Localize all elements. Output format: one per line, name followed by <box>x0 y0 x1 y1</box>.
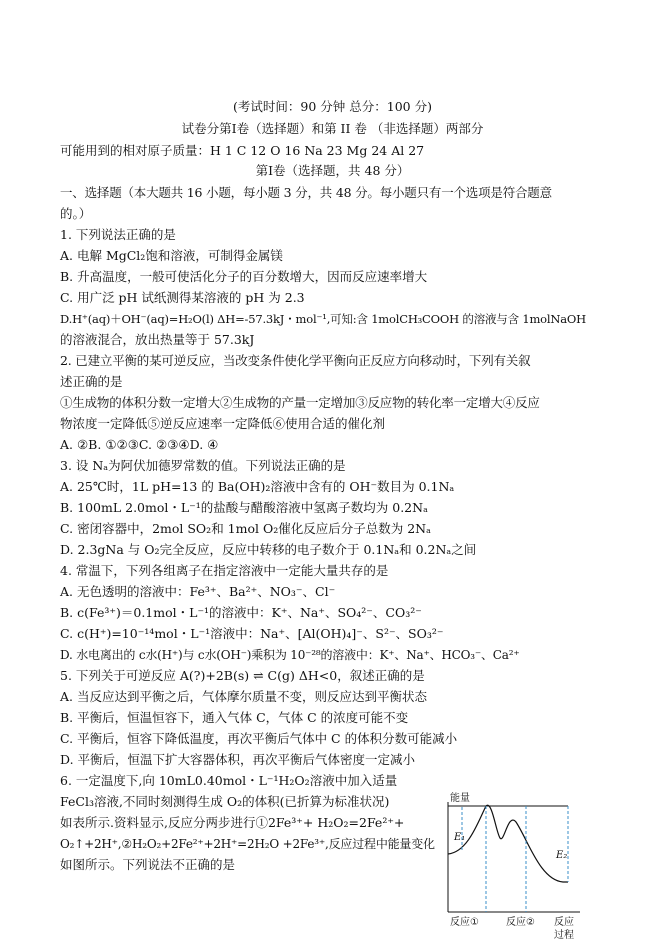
q4-option-a: A. 无色透明的溶液中：Fe³⁺、Ba²⁺、NO₃⁻、Cl⁻ <box>60 584 336 599</box>
q6-stem-line3: 如表所示.资料显示,反应分两步进行①2Fe³⁺+ H₂O₂=2Fe²⁺+ <box>60 815 405 830</box>
q1-option-b: B. 升高温度，一般可使活化分子的百分数增大，因而反应速率增大 <box>60 269 428 284</box>
paper-structure: 试卷分第Ⅰ卷（选择题）和第 II 卷 （非选择题）两部分 <box>181 121 484 136</box>
q5-option-b: B. 平衡后，恒温恒容下，通入气体 C，气体 C 的浓度可能不变 <box>60 710 409 725</box>
q3-option-d: D. 2.3gNa 与 O₂完全反应，反应中转移的电子数介于 0.1Nₐ和 0.2Nₐ之间 <box>60 542 477 557</box>
q3-option-b: B. 100mL 2.0mol・L⁻¹的盐酸与醋酸溶液中氢离子数均为 0.2Nₐ <box>60 500 428 515</box>
energy-diagram <box>428 792 588 942</box>
e2-label: E₂ <box>556 850 568 861</box>
q1-option-a: A. 电解 MgCl₂饱和溶液，可制得金属镁 <box>60 248 283 263</box>
q6-stem-line5: 如图所示。下列说法不正确的是 <box>60 857 236 872</box>
energy-diagram-svg <box>428 792 588 942</box>
q4-option-d: D. 水电离出的 c水(H⁺)与 c水(OH⁻)乘积为 10⁻²⁸的溶液中：K⁺、Na⁺、HCO₃⁻、Ca²⁺ <box>60 648 520 662</box>
y-axis-label: 能量 <box>450 793 470 804</box>
q5-option-c: C. 平衡后，恒容下降低温度，再次平衡后气体中 C 的体积分数可能减小 <box>60 731 458 746</box>
q2-items: ①生成物的体积分数一定增大②生成物的产量一定增加③反应物的转化率一定增大④反应 <box>60 395 540 410</box>
x-axis-label-line2: 过程 <box>554 930 574 941</box>
q3-stem: 3. 设 Nₐ为阿伏加德罗常数的值。下列说法正确的是 <box>60 458 346 473</box>
q3-option-c: C. 密闭容器中，2mol SO₂和 1mol O₂催化反应后分子总数为 2Nₐ <box>60 521 431 536</box>
q3-option-a: A. 25℃时，1L pH=13 的 Ba(OH)₂溶液中含有的 OH⁻数目为 0.1Nₐ <box>60 479 455 494</box>
section-heading-cont: 的。） <box>60 206 92 221</box>
q6-stem: 6. 一定温度下,向 10mL0.40mol・L⁻¹H₂O₂溶液中加入适量 <box>60 773 398 788</box>
step2-label: 反应② <box>506 917 535 928</box>
exam-info: (考试时间：90 分钟 总分：100 分) <box>233 99 432 114</box>
q4-stem: 4. 常温下，下列各组离子在指定溶液中一定能大量共存的是 <box>60 563 389 578</box>
q4-option-b: B. c(Fe³⁺)＝0.1mol・L⁻¹的溶液中：K⁺、Na⁺、SO₄²⁻、CO₃²⁻ <box>60 605 422 620</box>
atomic-masses: 可能用到的相对原子质量：H 1 C 12 O 16 Na 23 Mg 24 Al 27 <box>60 143 425 158</box>
section-heading: 一、选择题（本大题共 16 小题，每小题 3 分，共 48 分。每小题只有一个选项是符合题意 <box>60 185 552 200</box>
q1-option-c: C. 用广泛 pH 试纸测得某溶液的 pH 为 2.3 <box>60 290 305 305</box>
q4-option-c: C. c(H⁺)=10⁻¹⁴mol・L⁻¹溶液中：Na⁺、[Al(OH)₄]⁻、S²⁻、SO₃²⁻ <box>60 626 444 641</box>
e1-label: E₁ <box>454 832 466 843</box>
q1-option-d: D.H⁺(aq)＋OH⁻(aq)=H₂O(l) ΔH=-57.3kJ・mol⁻¹,可知:含 1molCH₃COOH 的溶液与含 1molNaOH <box>60 312 586 326</box>
q5-option-d: D. 平衡后，恒温下扩大容器体积，再次平衡后气体密度一定减小 <box>60 752 416 767</box>
x-axis-label-line1: 反应 <box>554 917 574 928</box>
q2-options: A. ②B. ①②③C. ②③④D. ④ <box>60 437 219 452</box>
q5-option-a: A. 当反应达到平衡之后，气体摩尔质量不变，则反应达到平衡状态 <box>60 689 427 704</box>
step1-label: 反应① <box>450 917 479 928</box>
q6-stem-line2: FeCl₃溶液,不同时刻测得生成 O₂的体积(已折算为标准状况) <box>60 794 390 809</box>
q5-stem: 5. 下列关于可逆反应 A(?)+2B(s) ⇌ C(g) ΔH<0，叙述正确的是 <box>60 668 425 683</box>
q6-stem-line4: O₂↑+2H⁺,②H₂O₂+2Fe²⁺+2H⁺=2H₂O +2Fe³⁺,反应过程中能量变化 <box>60 837 435 851</box>
energy-curve <box>448 805 568 882</box>
volume-title: 第Ⅰ卷（选择题，共 48 分） <box>255 163 410 178</box>
q1-stem: 1. 下列说法正确的是 <box>60 227 176 242</box>
q2-stem: 2. 已建立平衡的某可逆反应，当改变条件使化学平衡向正反应方向移动时，下列有关叙 <box>60 353 531 368</box>
q1-option-d-cont: 的溶液混合，放出热量等于 57.3kJ <box>60 332 255 347</box>
q2-items-cont: 物浓度一定降低⑤逆反应速率一定降低⑥使用合适的催化剂 <box>60 416 386 431</box>
q2-stem-cont: 述正确的是 <box>60 374 123 389</box>
